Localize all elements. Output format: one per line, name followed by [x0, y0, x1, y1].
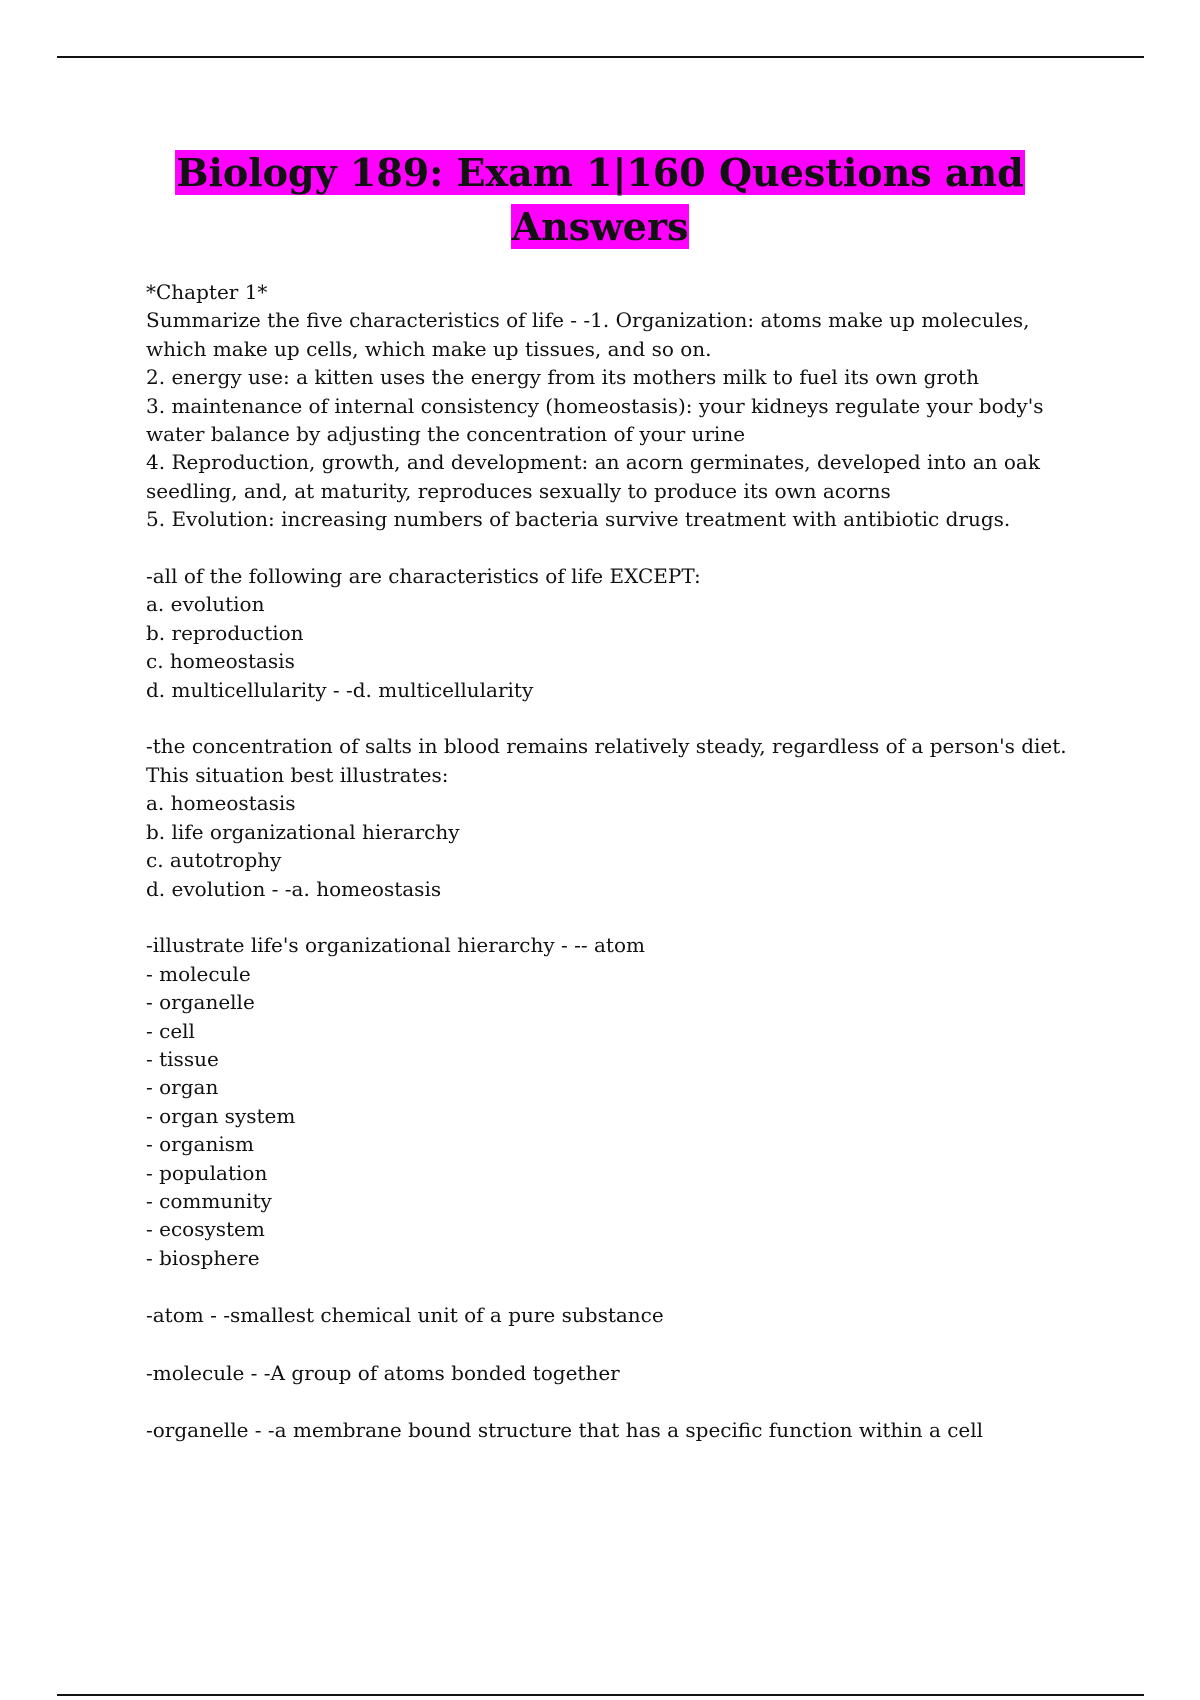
text-line: seedling, and, at maturity, reproduces sexually to produce its own acorns: [146, 478, 891, 503]
text-line: a. homeostasis: [146, 791, 296, 816]
text-line: Summarize the five characteristics of life - -1. Organization: atoms make up molecules,: [146, 308, 1030, 333]
chapter-heading: *Chapter 1*: [146, 280, 268, 304]
text-line: a. evolution: [146, 592, 265, 617]
text-line: 3. maintenance of internal consistency (homeostasis): your kidneys regulate your body's: [146, 393, 1044, 418]
list-item: - molecule: [146, 961, 251, 986]
title-line-2: Answers: [511, 204, 689, 249]
text-line: -the concentration of salts in blood remains relatively steady, regardless of a person's diet.: [146, 734, 1067, 759]
document-body: [146, 278, 1146, 1444]
list-item: - organism: [146, 1132, 254, 1157]
text-line: d. multicellularity - -d. multicellularity: [146, 677, 534, 702]
text-line: This situation best illustrates:: [146, 762, 449, 787]
paragraph-gap: [146, 534, 1146, 562]
text-line: 4. Reproduction, growth, and development: an acorn germinates, developed into an oak: [146, 450, 1040, 475]
question-block-4: [146, 931, 1146, 1272]
top-rule: [57, 56, 1144, 58]
question-block-6: -molecule - -A group of atoms bonded together: [146, 1360, 620, 1385]
paragraph-gap: [146, 1387, 1146, 1415]
question-block-5: -atom - -smallest chemical unit of a pure substance: [146, 1302, 664, 1327]
text-line: c. homeostasis: [146, 649, 295, 674]
paragraph-gap: [146, 704, 1146, 732]
list-item: - cell: [146, 1018, 195, 1043]
paragraph-gap: [146, 1329, 1146, 1359]
text-line: -all of the following are characteristics of life EXCEPT:: [146, 564, 701, 589]
text-line: which make up cells, which make up tissues, and so on.: [146, 336, 712, 361]
question-block-1: [146, 306, 1146, 533]
question-block-7: -organelle - -a membrane bound structure that has a specific function within a cell: [146, 1417, 984, 1442]
list-item: - community: [146, 1188, 272, 1213]
text-line: b. life organizational hierarchy: [146, 819, 460, 844]
list-item: - population: [146, 1160, 268, 1185]
paragraph-gap: [146, 903, 1146, 931]
text-line: b. reproduction: [146, 620, 304, 645]
list-item: - ecosystem: [146, 1217, 265, 1242]
text-line: 2. energy use: a kitten uses the energy from its mothers milk to fuel its own groth: [146, 365, 979, 390]
text-line: water balance by adjusting the concentration of your urine: [146, 422, 746, 447]
title-line-1: Biology 189: Exam 1|160 Questions and: [176, 150, 1024, 195]
question-block-2: [146, 562, 1146, 704]
list-item: - organ: [146, 1075, 219, 1100]
text-line: d. evolution - -a. homeostasis: [146, 876, 442, 901]
document-title: [0, 146, 1200, 254]
question-block-3: [146, 732, 1146, 902]
text-line: 5. Evolution: increasing numbers of bacteria survive treatment with antibiotic drugs.: [146, 507, 1011, 532]
text-line: -illustrate life's organizational hierarchy - -- atom: [146, 933, 645, 958]
paragraph-gap: [146, 1272, 1146, 1300]
bottom-rule: [57, 1694, 1144, 1696]
list-item: - tissue: [146, 1046, 219, 1071]
list-item: - organelle: [146, 990, 255, 1015]
list-item: - organ system: [146, 1103, 296, 1128]
text-line: c. autotrophy: [146, 848, 282, 873]
list-item: - biosphere: [146, 1245, 260, 1270]
